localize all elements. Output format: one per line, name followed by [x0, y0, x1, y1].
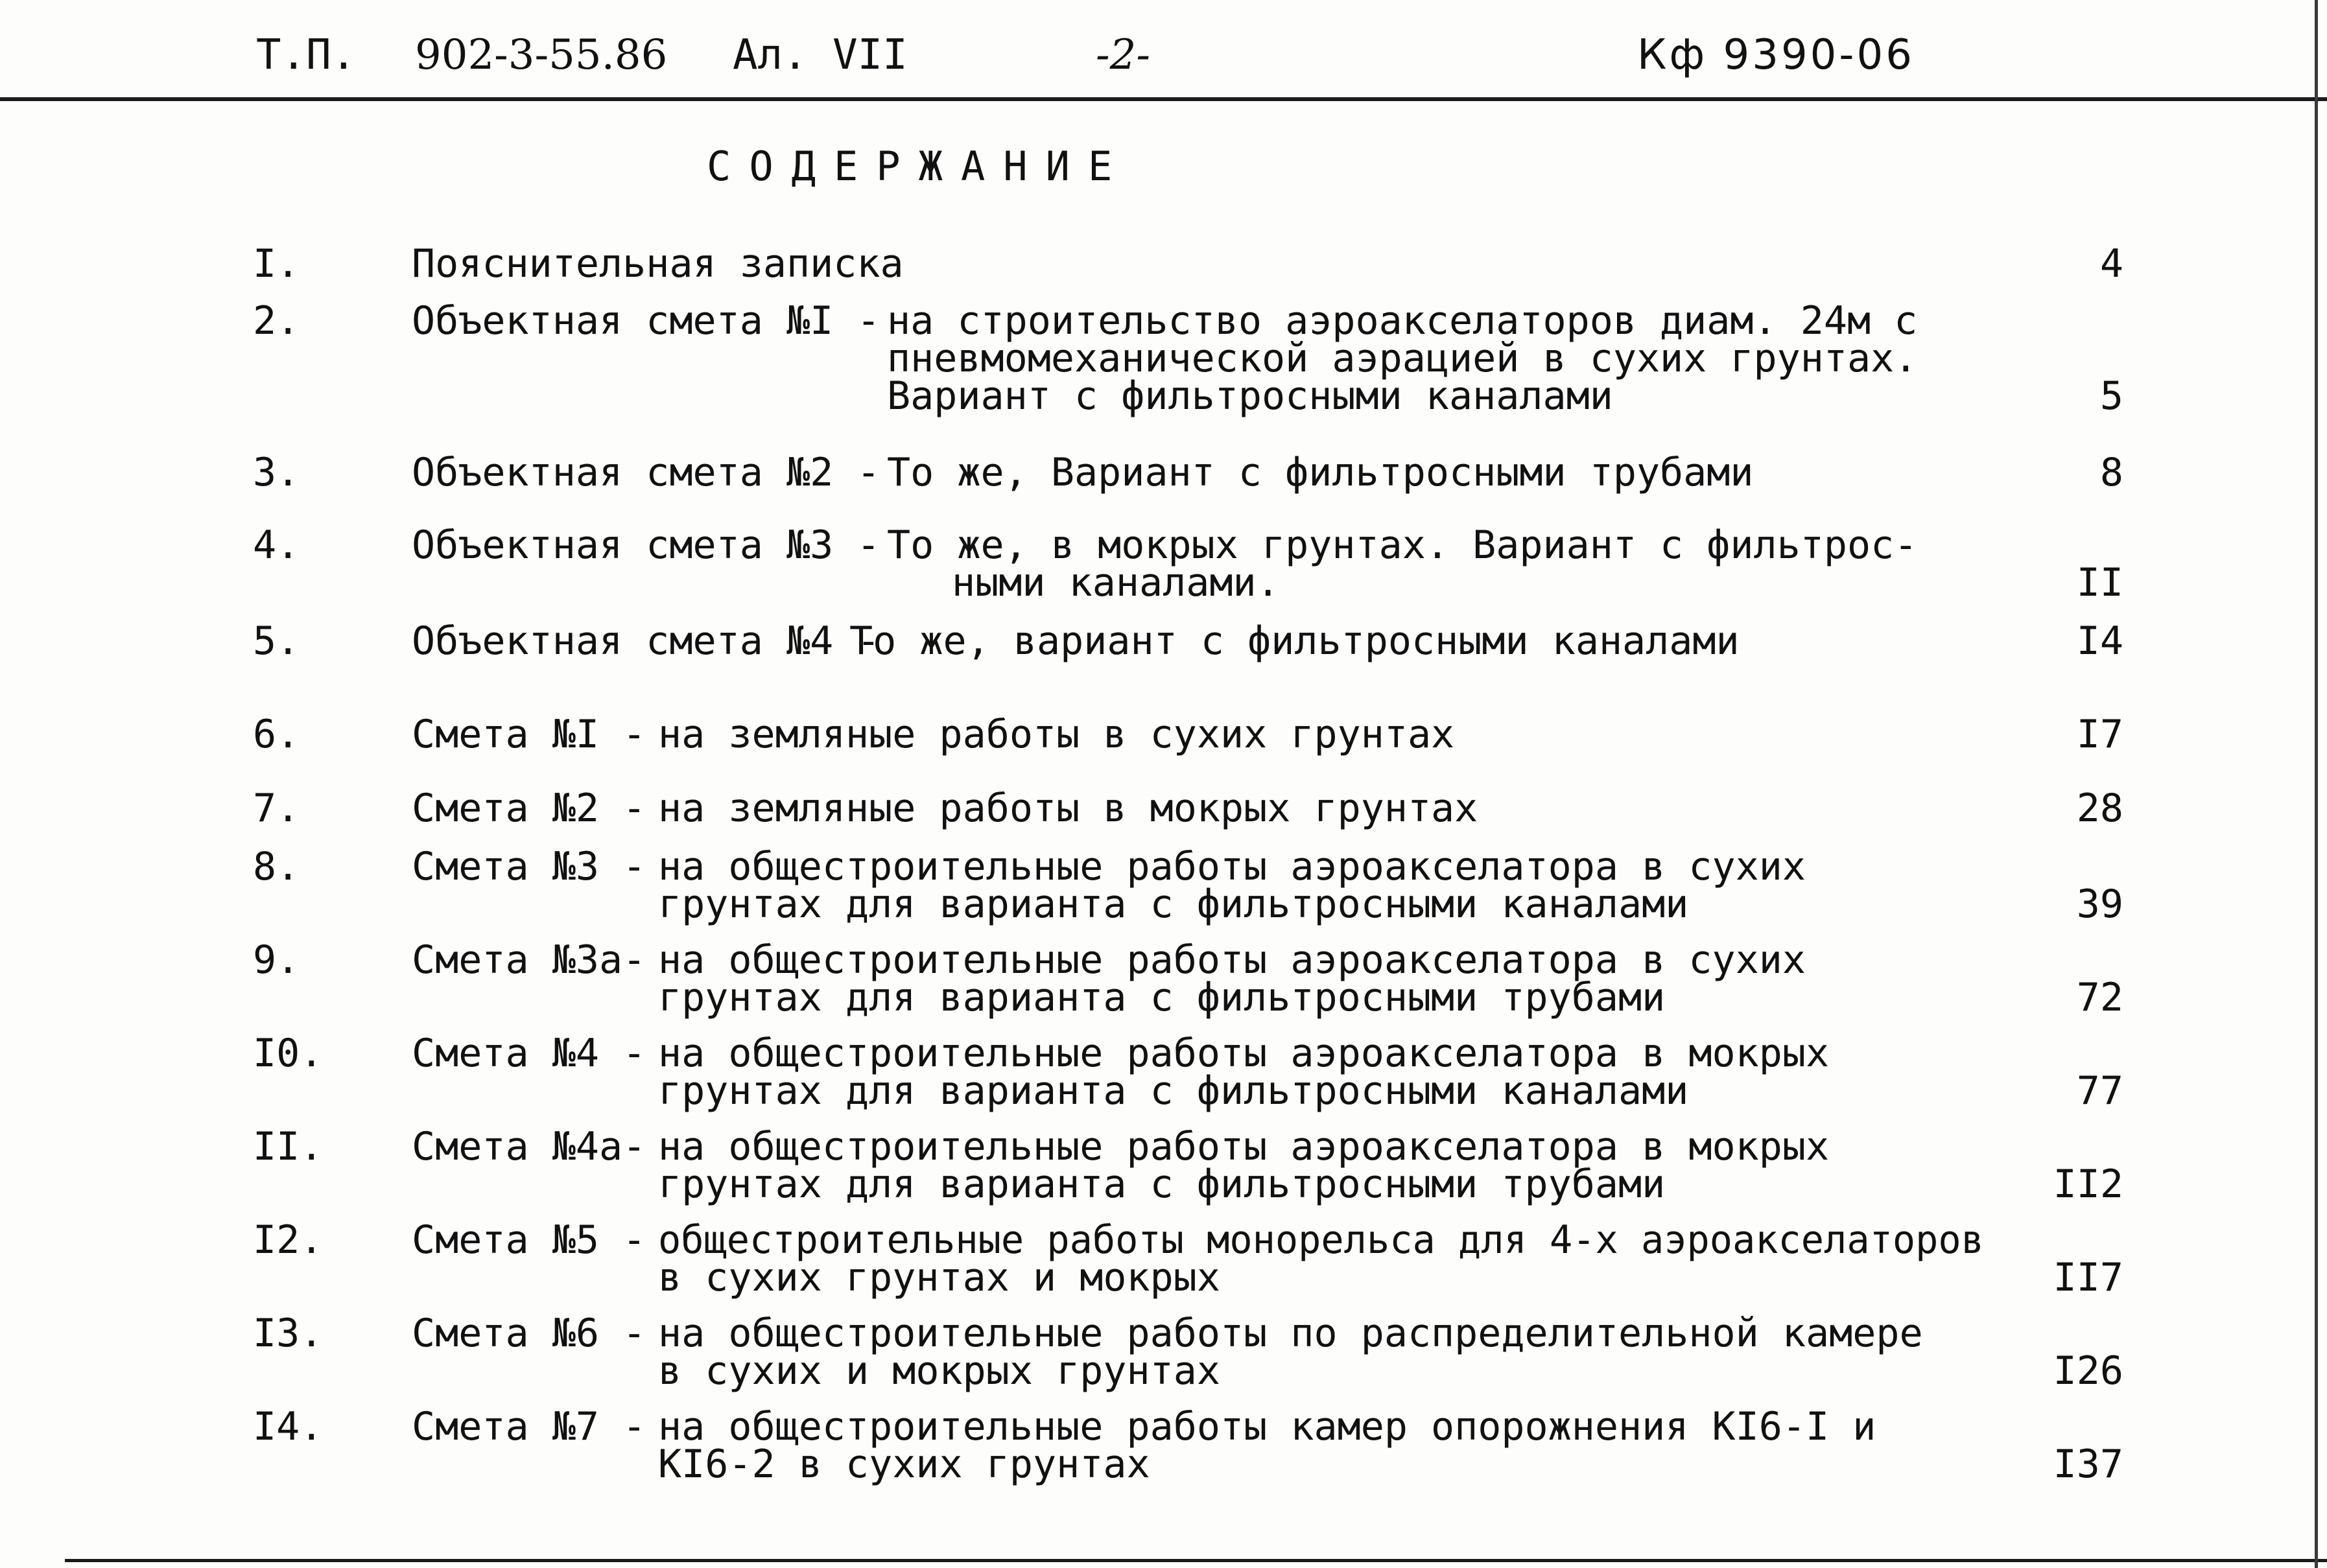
- toc-entry-description-line: на общестроительные работы аэроакселатора в мокрых: [658, 1031, 1830, 1076]
- toc-entry: [0, 618, 2327, 664]
- toc-entry-description-line: в сухих и мокрых грунтах: [658, 1348, 1220, 1394]
- toc-entry: [0, 844, 2327, 927]
- toc-entry-page-number: II2: [2053, 1162, 2123, 1207]
- toc-entry: [0, 1217, 2327, 1300]
- toc-entry-number: 3.: [253, 450, 300, 495]
- toc-entry-page-number: II7: [2053, 1255, 2123, 1300]
- toc-entry-number: 6.: [253, 712, 300, 757]
- toc-entry-title: Объектная смета №4 -: [412, 618, 880, 664]
- toc-entry-title: Смета №7 -: [412, 1404, 646, 1449]
- toc-entry-description-line: грунтах для варианта с фильтросными каналами: [658, 1068, 1689, 1114]
- toc-entry-number: II.: [253, 1124, 324, 1169]
- toc-entry-description-line: на общестроительные работы аэроакселатора в сухих: [658, 937, 1806, 983]
- toc-entry-page-number: I7: [2076, 712, 2123, 757]
- toc-entry: [0, 450, 2327, 495]
- toc-entry-description-line: Вариант с фильтросными каналами: [887, 373, 1613, 419]
- toc-entry-title: Объектная смета №I -: [412, 298, 880, 344]
- right-border: [2315, 0, 2318, 1568]
- toc-entry-page-number: I26: [2053, 1348, 2123, 1394]
- toc-entry-number: I2.: [253, 1217, 324, 1263]
- toc-entry-description-line: на общестроительные работы аэроакселатора в мокрых: [658, 1124, 1830, 1169]
- toc-entry-title: Смета №2 -: [412, 786, 646, 831]
- toc-entry-page-number: II: [2076, 560, 2123, 605]
- toc-entry-description-line: на общестроительные работы камер опорожнения КI6-I и: [658, 1404, 1876, 1449]
- toc-entry-page-number: I4: [2076, 618, 2123, 664]
- toc-entry-description-line: То же, вариант с фильтросными каналами: [849, 618, 1740, 664]
- toc-entry-number: 2.: [253, 298, 300, 344]
- toc-entry-page-number: 4: [2099, 241, 2123, 287]
- toc-entry-title: Смета №4 -: [412, 1031, 646, 1076]
- toc-entry-description-line: в сухих грунтах и мокрых: [658, 1255, 1220, 1300]
- toc-entry-page-number: 5: [2099, 373, 2123, 419]
- toc-entry-description-line: КI6-2 в сухих грунтах: [658, 1442, 1150, 1487]
- toc-entry-title: Смета №I -: [412, 712, 646, 757]
- toc-entry-description-line: на строительство аэроакселаторов диам. 24м с: [887, 298, 1918, 344]
- toc-entry-description-line: грунтах для варианта с фильтросными трубами: [658, 975, 1666, 1020]
- toc-entry: [0, 786, 2327, 831]
- toc-entry: [0, 1031, 2327, 1114]
- toc-entry-title: Объектная смета №3 -: [412, 522, 880, 568]
- toc-entry-page-number: 77: [2076, 1068, 2123, 1114]
- header-code: Кф 9390-06: [1637, 31, 1915, 79]
- toc-entry-page-number: 28: [2076, 786, 2123, 831]
- toc-entry-number: I4.: [253, 1404, 324, 1449]
- toc-entry-description-line: грунтах для варианта с фильтросными каналами: [658, 882, 1689, 927]
- toc-entry: [0, 712, 2327, 757]
- toc-entry-number: 9.: [253, 937, 300, 983]
- toc-entry-number: I0.: [253, 1031, 324, 1076]
- toc-entry-title: Объектная смета №2 -: [412, 450, 880, 495]
- toc-entry-description-line: ными каналами.: [952, 560, 1280, 605]
- toc-entry: [0, 522, 2327, 605]
- toc-entry-page-number: 8: [2099, 450, 2123, 495]
- toc-entry-description-line: То же, Вариант с фильтросными трубами: [887, 450, 1754, 495]
- toc-entry: [0, 1124, 2327, 1207]
- toc-entry-page-number: 72: [2076, 975, 2123, 1020]
- toc-entry-number: 5.: [253, 618, 300, 664]
- header-project-number: 902-3-55.86: [415, 31, 668, 79]
- header-album: Ал. VII: [733, 31, 908, 79]
- header-page-number: -2-: [1096, 31, 1150, 79]
- toc-entry-description-line: пневмомеханической аэрацией в сухих грунтах.: [887, 336, 1918, 381]
- toc-entry: [0, 241, 2327, 287]
- toc-entry-number: 7.: [253, 786, 300, 831]
- toc-entry-description-line: на общестроительные работы по распределительной камере: [658, 1311, 1923, 1356]
- toc-entry-number: I3.: [253, 1311, 324, 1356]
- toc-entry: [0, 937, 2327, 1020]
- toc-entry-title: Смета №3 -: [412, 844, 646, 889]
- toc-entry-description-line: То же, в мокрых грунтах. Вариант с фильтрос-: [887, 522, 1918, 568]
- toc-entry-number: I.: [253, 241, 300, 287]
- page-title: СОДЕРЖАНИЕ: [707, 143, 1131, 190]
- toc-entry: [0, 298, 2327, 419]
- toc-entry-title: Смета №5 -: [412, 1217, 646, 1263]
- toc-entry-page-number: I37: [2053, 1442, 2123, 1487]
- toc-entry-number: 8.: [253, 844, 300, 889]
- toc-entry-title: Смета №4а-: [412, 1124, 646, 1169]
- toc-entry-description-line: на земляные работы в мокрых грунтах: [658, 786, 1478, 831]
- toc-entry-description-line: на земляные работы в сухих грунтах: [658, 712, 1455, 757]
- toc-entry-title: Смета №6 -: [412, 1311, 646, 1356]
- toc-entry: [0, 1311, 2327, 1394]
- header-tp: Т.П.: [256, 31, 357, 79]
- toc-entry-page-number: 39: [2076, 882, 2123, 927]
- footer-divider: [65, 1559, 2327, 1562]
- toc-entry-description-line: на общестроительные работы аэроакселатора в сухих: [658, 844, 1806, 889]
- toc-entry-title: Смета №3а-: [412, 937, 646, 983]
- toc-entry: [0, 1404, 2327, 1487]
- toc-entry-number: 4.: [253, 522, 300, 568]
- toc-entry-title: Пояснительная записка: [412, 241, 904, 287]
- toc-entry-description-line: грунтах для варианта с фильтросными трубами: [658, 1162, 1666, 1207]
- toc-entry-description-line: общестроительные работы монорельса для 4-х аэроакселаторов: [658, 1217, 1984, 1263]
